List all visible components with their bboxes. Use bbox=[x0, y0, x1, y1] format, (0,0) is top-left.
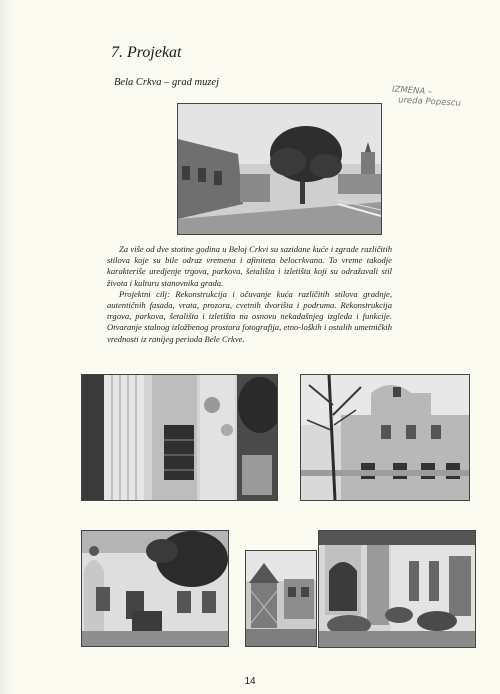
section-subheading: Bela Crkva – grad muzej bbox=[114, 77, 219, 88]
handwritten-note-line-2: ureda Popescu bbox=[397, 95, 462, 109]
section-heading: 7. Projekat bbox=[111, 44, 182, 61]
photo-courtyard bbox=[245, 550, 317, 647]
photo-baroque-house bbox=[300, 374, 470, 501]
body-text bbox=[107, 244, 392, 345]
page-number: 14 bbox=[244, 676, 256, 687]
photo-street-scene bbox=[177, 103, 382, 235]
scan-edge-shadow bbox=[0, 0, 14, 694]
photo-facade-detail bbox=[81, 374, 278, 501]
paragraph-1: Za više od dve stotine godina u Beloj Crkvi su sazidane kuće i zgrade različitih stilova koje su bile odraz vremena i afiniteta belocrkvana. To vreme takodje karakteriše uredjenje trgova, parkova, šetališta i izletišta koji su odražavali stil života i kulturu stanovnika grada. bbox=[107, 244, 392, 288]
paragraph-2: Projektni cilj: Rekonstrukcija i očuvanje kuća različitih stilova gradnje, autentičnih fasada, vrata, prozora, cvetnih dvorišta i podruma. Rekonstrukcija trgova, parkova, šetališta i izletišta na osnovu nekadašnjeg izgleda i funkcije. Otvaranje stalnog izložbenog prostora fotografija, etno-loških i ostalih umetničkih vrednosti iz ranijeg perioda Bele Crkve. bbox=[107, 288, 392, 344]
photo-veranda bbox=[318, 530, 476, 648]
handwritten-note-line-1: IZMENA – bbox=[391, 84, 433, 98]
photo-house-facade bbox=[81, 530, 229, 647]
